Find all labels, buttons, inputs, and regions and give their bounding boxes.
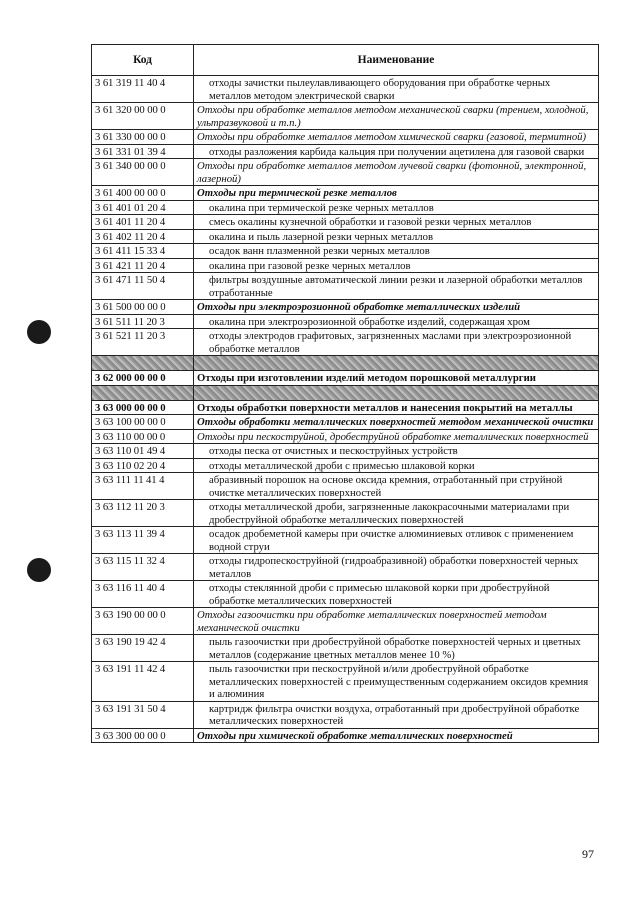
row-code: 3 63 111 11 41 4 bbox=[92, 473, 194, 499]
row-name: отходы металлической дроби с примесью шлаковой корки bbox=[209, 459, 475, 472]
row-code: 3 61 319 11 40 4 bbox=[92, 76, 194, 102]
row-name: осадок дробеметной камеры при очистке алюминиевых отливок с применением водной струи bbox=[209, 528, 574, 553]
table-row bbox=[92, 258, 598, 273]
row-name: абразивный порошок на основе оксида кремния, отработанный при струйной очистке металлических поверхностей bbox=[209, 474, 563, 499]
table-row bbox=[92, 200, 598, 215]
row-name: Отходы при термической резке металлов bbox=[197, 187, 397, 199]
table-row bbox=[92, 75, 598, 102]
row-code: 3 63 100 00 00 0 bbox=[92, 415, 194, 429]
row-name: отходы электродов графитовых, загрязненных маслами при электроэрозионной обработке металлов bbox=[209, 330, 572, 355]
table-body bbox=[92, 75, 598, 742]
row-name: отходы стеклянной дроби с примесью шлаковой корки при дробеструйной обработке металлических поверхностей bbox=[209, 582, 550, 607]
table-row bbox=[92, 458, 598, 473]
row-code: 3 61 320 00 00 0 bbox=[92, 103, 194, 129]
page-number: 97 bbox=[582, 847, 594, 861]
row-name: Отходы обработки поверхности металлов и нанесения покрытий на металлы bbox=[197, 401, 573, 414]
row-code: 3 62 000 00 00 0 bbox=[92, 371, 194, 385]
row-code: 3 63 115 11 32 4 bbox=[92, 554, 194, 580]
punch-hole bbox=[27, 320, 51, 344]
table-row bbox=[92, 472, 598, 499]
row-code: 3 61 400 00 00 0 bbox=[92, 186, 194, 200]
row-code: 3 63 112 11 20 3 bbox=[92, 500, 194, 526]
row-name bbox=[194, 386, 598, 400]
row-code: 3 63 110 02 20 4 bbox=[92, 459, 194, 473]
waste-classification-table bbox=[91, 44, 599, 743]
row-name: окалина и пыль лазерной резки черных металлов bbox=[209, 230, 434, 243]
table-row bbox=[92, 185, 598, 200]
row-code: 3 63 000 00 00 0 bbox=[92, 401, 194, 415]
table-row bbox=[92, 526, 598, 553]
table-row bbox=[92, 400, 598, 415]
table-row bbox=[92, 701, 598, 728]
table-row bbox=[92, 129, 598, 144]
row-code: 3 63 110 01 49 4 bbox=[92, 444, 194, 458]
row-code: 3 63 300 00 00 0 bbox=[92, 729, 194, 743]
row-name: пыль газоочистки при дробеструйной обработке поверхностей черных и цветных металлов (содержание цветных металлов менее 10 %) bbox=[209, 636, 581, 661]
row-name: фильтры воздушные автоматической линии резки и лазерной обработки металлов отработанные bbox=[209, 274, 583, 299]
row-name: Отходы газоочистки при обработке металлических поверхностей методом механической очистки bbox=[197, 609, 547, 634]
table-row bbox=[92, 229, 598, 244]
table-row bbox=[92, 443, 598, 458]
column-header-name: Наименование bbox=[357, 54, 435, 67]
row-code: 3 61 421 11 20 4 bbox=[92, 259, 194, 273]
punch-hole bbox=[27, 558, 51, 582]
table-row bbox=[92, 728, 598, 743]
column-header-code: Код bbox=[92, 45, 194, 75]
row-name: отходы металлической дроби, загрязненные лакокрасочными материалами при дробеструйной обработке металлических поверхностей bbox=[209, 501, 570, 526]
table-row bbox=[92, 370, 598, 385]
row-name: Отходы при обработке металлов методом механической сварки (трением, холодной, ультразвуковой и т.п.) bbox=[197, 104, 589, 129]
row-code bbox=[92, 356, 194, 370]
row-name: отходы гидропескоструйной (гидроабразивной) обработки поверхностей черных металлов bbox=[209, 555, 579, 580]
row-code: 3 61 330 00 00 0 bbox=[92, 130, 194, 144]
row-code: 3 63 190 19 42 4 bbox=[92, 635, 194, 661]
row-name: осадок ванн плазменной резки черных металлов bbox=[209, 245, 430, 257]
table-row bbox=[92, 102, 598, 129]
row-code: 3 63 191 11 42 4 bbox=[92, 662, 194, 701]
row-name: Отходы обработки металлических поверхностей методом механической очистки bbox=[197, 416, 594, 428]
row-name: отходы разложения карбида кальция при получении ацетилена для газовой сварки bbox=[209, 145, 585, 158]
table-row bbox=[92, 328, 598, 355]
table-row bbox=[92, 607, 598, 634]
row-name: картридж фильтра очистки воздуха, отработанный при дробеструйной обработке металлических поверхностей bbox=[209, 702, 580, 727]
row-code: 3 61 471 11 50 4 bbox=[92, 273, 194, 299]
row-code: 3 61 401 11 20 4 bbox=[92, 215, 194, 229]
row-name: окалина при газовой резке черных металлов bbox=[209, 259, 411, 272]
row-name: смесь окалины кузнечной обработки и газовой резки черных металлов bbox=[209, 216, 532, 228]
table-row bbox=[92, 634, 598, 661]
table-row bbox=[92, 158, 598, 185]
row-code: 3 61 331 01 39 4 bbox=[92, 145, 194, 159]
table-row bbox=[92, 661, 598, 701]
table-row bbox=[92, 144, 598, 159]
row-code: 3 61 402 11 20 4 bbox=[92, 230, 194, 244]
row-name: окалина при термической резке черных металлов bbox=[209, 201, 434, 214]
row-code: 3 61 511 11 20 3 bbox=[92, 315, 194, 329]
table-row bbox=[92, 429, 598, 444]
table-row bbox=[92, 314, 598, 329]
table-row bbox=[92, 243, 598, 258]
row-code: 3 63 110 00 00 0 bbox=[92, 430, 194, 444]
table-row bbox=[92, 414, 598, 429]
table-row bbox=[92, 385, 598, 400]
row-code: 3 61 500 00 00 0 bbox=[92, 300, 194, 314]
row-name bbox=[194, 356, 598, 370]
table-row bbox=[92, 553, 598, 580]
row-name: отходы песка от очистных и пескоструйных устройств bbox=[209, 445, 458, 457]
row-code: 3 63 116 11 40 4 bbox=[92, 581, 194, 607]
row-code: 3 61 521 11 20 3 bbox=[92, 329, 194, 355]
table-row bbox=[92, 580, 598, 607]
row-code: 3 61 411 15 33 4 bbox=[92, 244, 194, 258]
row-code: 3 63 191 31 50 4 bbox=[92, 702, 194, 728]
row-name: Отходы при обработке металлов методом лучевой сварки (фотонной, электронной, лазерной) bbox=[197, 160, 587, 185]
row-code: 3 63 190 00 00 0 bbox=[92, 608, 194, 634]
table-row bbox=[92, 214, 598, 229]
row-code bbox=[92, 386, 194, 400]
row-code: 3 61 401 01 20 4 bbox=[92, 201, 194, 215]
table-header-row bbox=[92, 45, 598, 75]
row-name: Отходы при электроэрозионной обработке металлических изделий bbox=[197, 301, 521, 313]
row-name: Отходы при пескоструйной, дробеструйной обработке металлических поверхностей bbox=[197, 430, 589, 443]
row-name: отходы зачистки пылеулавливающего оборудования при обработке черных металлов методом электрической сварки bbox=[209, 77, 551, 102]
row-name: пыль газоочистки при пескоструйной и/или дробеструйной обработке металлических поверхностей с преимущественным содержанием оксидов кремния и алюминия bbox=[209, 663, 589, 700]
table-row bbox=[92, 355, 598, 370]
table-row bbox=[92, 299, 598, 314]
row-code: 3 61 340 00 00 0 bbox=[92, 159, 194, 185]
row-name: Отходы при изготовлении изделий методом порошковой металлургии bbox=[197, 372, 536, 384]
table-row bbox=[92, 272, 598, 299]
row-name: Отходы при химической обработке металлических поверхностей bbox=[197, 729, 513, 742]
row-name: окалина при электроэрозионной обработке изделий, содержащая хром bbox=[209, 315, 530, 328]
table-row bbox=[92, 499, 598, 526]
row-code: 3 63 113 11 39 4 bbox=[92, 527, 194, 553]
row-name: Отходы при обработке металлов методом химической сварки (газовой, термитной) bbox=[197, 131, 587, 143]
